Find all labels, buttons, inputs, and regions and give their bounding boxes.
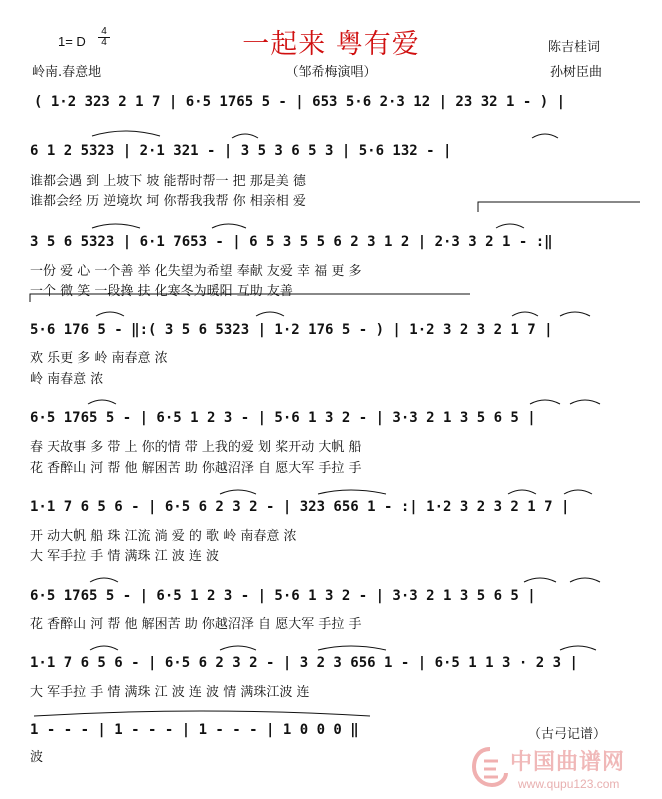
subtitle-place: 岭南.春意地 — [32, 65, 102, 80]
watermark-url: www.qupu123.com — [518, 777, 620, 791]
site-watermark — [470, 745, 660, 795]
stave-3-lyrics-2: 一个 微 笑 一段搀 扶 化寒冬为暖阳 互助 友善 — [30, 284, 293, 299]
key-signature: 1= D — [58, 34, 86, 49]
stave-3-lyrics-1: 一份 爱 心 一个善 举 化失望为希望 奉献 友爱 幸 福 更 多 — [30, 264, 362, 279]
stave-2-notes: 6 1 2 5323 | 2·1 321 - | 3 5 3 6 5 3 | 5·6 132 - | — [30, 143, 452, 159]
stave-9-notes: 1 - - - | 1 - - - | 1 - - - | 1 0 0 0 ‖ — [30, 722, 359, 738]
stave-1-notes: ( 1·2 323 2 1 7 | 6·5 1765 5 - | 653 5·6 2·3 12 | 23 32 1 - ) | — [34, 94, 566, 110]
site-logo-icon — [470, 745, 510, 789]
stave-9-lyrics-1: 波 — [30, 750, 44, 765]
composer-credit: 孙树臣曲 — [550, 65, 603, 80]
stave-4-lyrics-2: 岭 南春意 浓 — [30, 372, 104, 387]
meter-top: 4 — [98, 27, 110, 38]
lyricist-credit: 陈吉桂词 — [548, 40, 601, 55]
singer-credit: （邹希梅演唱） — [285, 65, 377, 80]
stave-3-notes: 3 5 6 5323 | 6·1 7653 - | 6 5 3 5 5 6 2 3 1 2 | 2·3 3 2 1 - :‖ — [30, 234, 553, 250]
stave-8-notes: 1·1 7 6 5 6 - | 6·5 6 2 3 2 - | 3 2 3 656 1 - | 6·5 1 1 3 · 2 3 | — [30, 655, 578, 671]
stave-7-notes: 6·5 1765 5 - | 6·5 1 2 3 - | 5·6 1 3 2 - | 3·3 2 1 3 5 6 5 | — [30, 588, 536, 604]
stave-4-notes: 5·6 176 5 - ‖:( 3 5 6 5323 | 1·2 176 5 - ) | 1·2 3 2 3 2 1 7 | — [30, 322, 553, 338]
stave-5-lyrics-1: 春 天故事 多 带 上 你的情 带 上我的爱 划 桨开动 大帆 船 — [30, 440, 362, 455]
song-title: 一起来 粤有爱 — [242, 29, 420, 60]
stave-7-lyrics-1: 花 香醉山 河 帮 他 解困苦 助 你越沼泽 自 愿大军 手拉 手 — [30, 617, 362, 632]
meter-bottom: 4 — [101, 37, 107, 48]
transcriber-credit: （古弓记谱） — [528, 727, 607, 742]
stave-8-lyrics-1: 大 军手拉 手 情 满珠 江 波 连 波 情 满珠江波 连 — [30, 685, 310, 700]
stave-2-lyrics-2: 谁都会经 历 逆境坎 坷 你帮我我帮 你 相亲相 爱 — [30, 194, 306, 209]
watermark-text: 中国曲谱网 — [510, 749, 626, 775]
stave-4-lyrics-1: 欢 乐更 多 岭 南春意 浓 — [30, 351, 168, 366]
stave-6-lyrics-1: 开 动大帆 船 珠 江流 淌 爱 的 歌 岭 南春意 浓 — [30, 529, 297, 544]
stave-6-notes: 1·1 7 6 5 6 - | 6·5 6 2 3 2 - | 323 656 1 - :| 1·2 3 2 3 2 1 7 | — [30, 499, 570, 515]
stave-5-notes: 6·5 1765 5 - | 6·5 1 2 3 - | 5·6 1 3 2 - | 3·3 2 1 3 5 6 5 | — [30, 410, 536, 426]
stave-2-lyrics-1: 谁都会遇 到 上坡下 坡 能帮时帮一 把 那是美 德 — [30, 174, 306, 189]
stave-5-lyrics-2: 花 香醉山 河 帮 他 解困苦 助 你越沼泽 自 愿大军 手拉 手 — [30, 461, 362, 476]
stave-6-lyrics-2: 大 军手拉 手 情 满珠 江 波 连 波 — [30, 549, 220, 564]
